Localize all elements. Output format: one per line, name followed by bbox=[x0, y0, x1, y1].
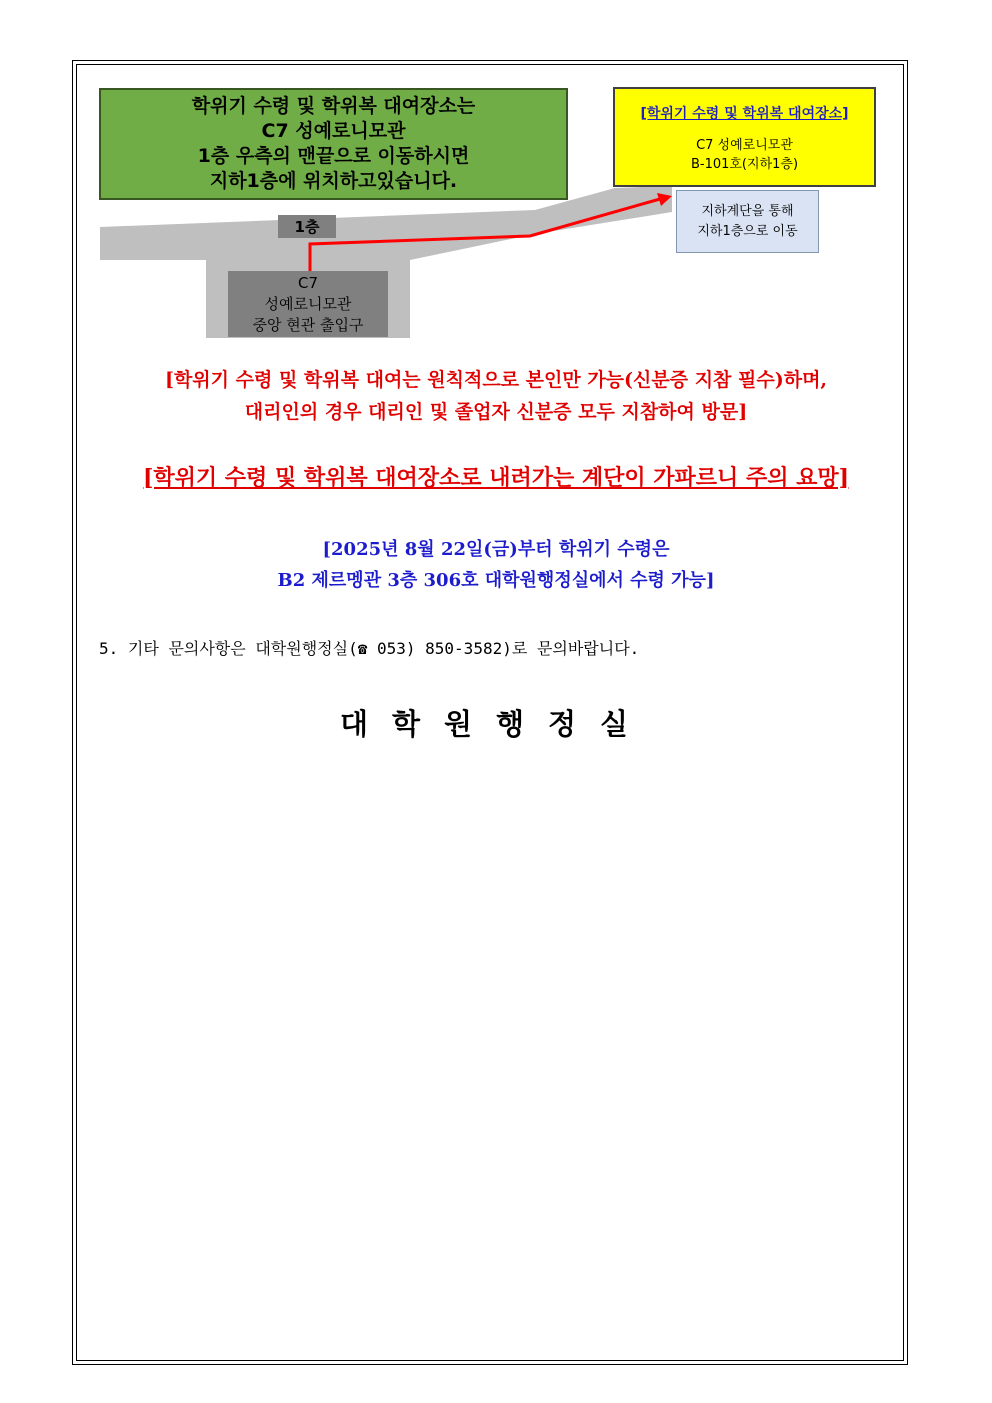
stairs-warning bbox=[0, 462, 992, 494]
pickup-change-notice bbox=[0, 534, 992, 596]
destination-title: [학위기 수령 및 학위복 대여장소] bbox=[640, 106, 849, 122]
entrance-line: 성예로니모관 bbox=[264, 294, 352, 313]
destination-room: B-101호(지하1층) bbox=[690, 157, 799, 172]
pickup-change-line: [2025년 8월 22일(금)부터 학위기 수령은 bbox=[322, 539, 670, 560]
directions-line: 학위기 수령 및 학위복 대여장소는 bbox=[191, 95, 476, 117]
entrance-box bbox=[228, 271, 388, 337]
proxy-notice-line: [학위기 수령 및 학위복 대여는 원칙적으로 본인만 가능(신분증 지참 필수)하며, bbox=[164, 369, 828, 391]
directions-line: 지하1층에 위치하고있습니다. bbox=[209, 170, 458, 192]
floor-label: 1층 bbox=[278, 215, 336, 238]
stairs-warning-text: [학위기 수령 및 학위복 대여장소로 내려가는 계단이 가파르니 주의 요망] bbox=[142, 465, 850, 491]
directions-line: 1층 우측의 맨끝으로 이동하시면 bbox=[197, 145, 470, 167]
directions-line: C7 성예로니모관 bbox=[261, 120, 406, 142]
destination-box bbox=[613, 87, 876, 187]
stairs-note bbox=[676, 190, 819, 253]
pickup-change-line: B2 제르멩관 3층 306호 대학원행정실에서 수령 가능] bbox=[277, 570, 715, 591]
stairs-line: 지하1층으로 이동 bbox=[697, 223, 798, 239]
inquiry-text: 5. 기타 문의사항은 대학원행정실(☎ 053) 850-3582)로 문의바랍니다. bbox=[99, 639, 640, 658]
directions-box bbox=[99, 88, 568, 200]
location-map bbox=[0, 0, 992, 360]
entrance-line: C7 bbox=[297, 273, 319, 292]
stairs-line: 지하계단을 통해 bbox=[701, 203, 794, 219]
destination-building: C7 성예로니모관 bbox=[696, 138, 793, 153]
proxy-notice bbox=[0, 364, 992, 428]
office-signature: 대학원행정실 bbox=[339, 707, 653, 741]
entrance-line: 중앙 현관 출입구 bbox=[252, 315, 364, 334]
proxy-notice-line: 대리인의 경우 대리인 및 졸업자 신분증 모두 지참하여 방문] bbox=[244, 401, 748, 423]
